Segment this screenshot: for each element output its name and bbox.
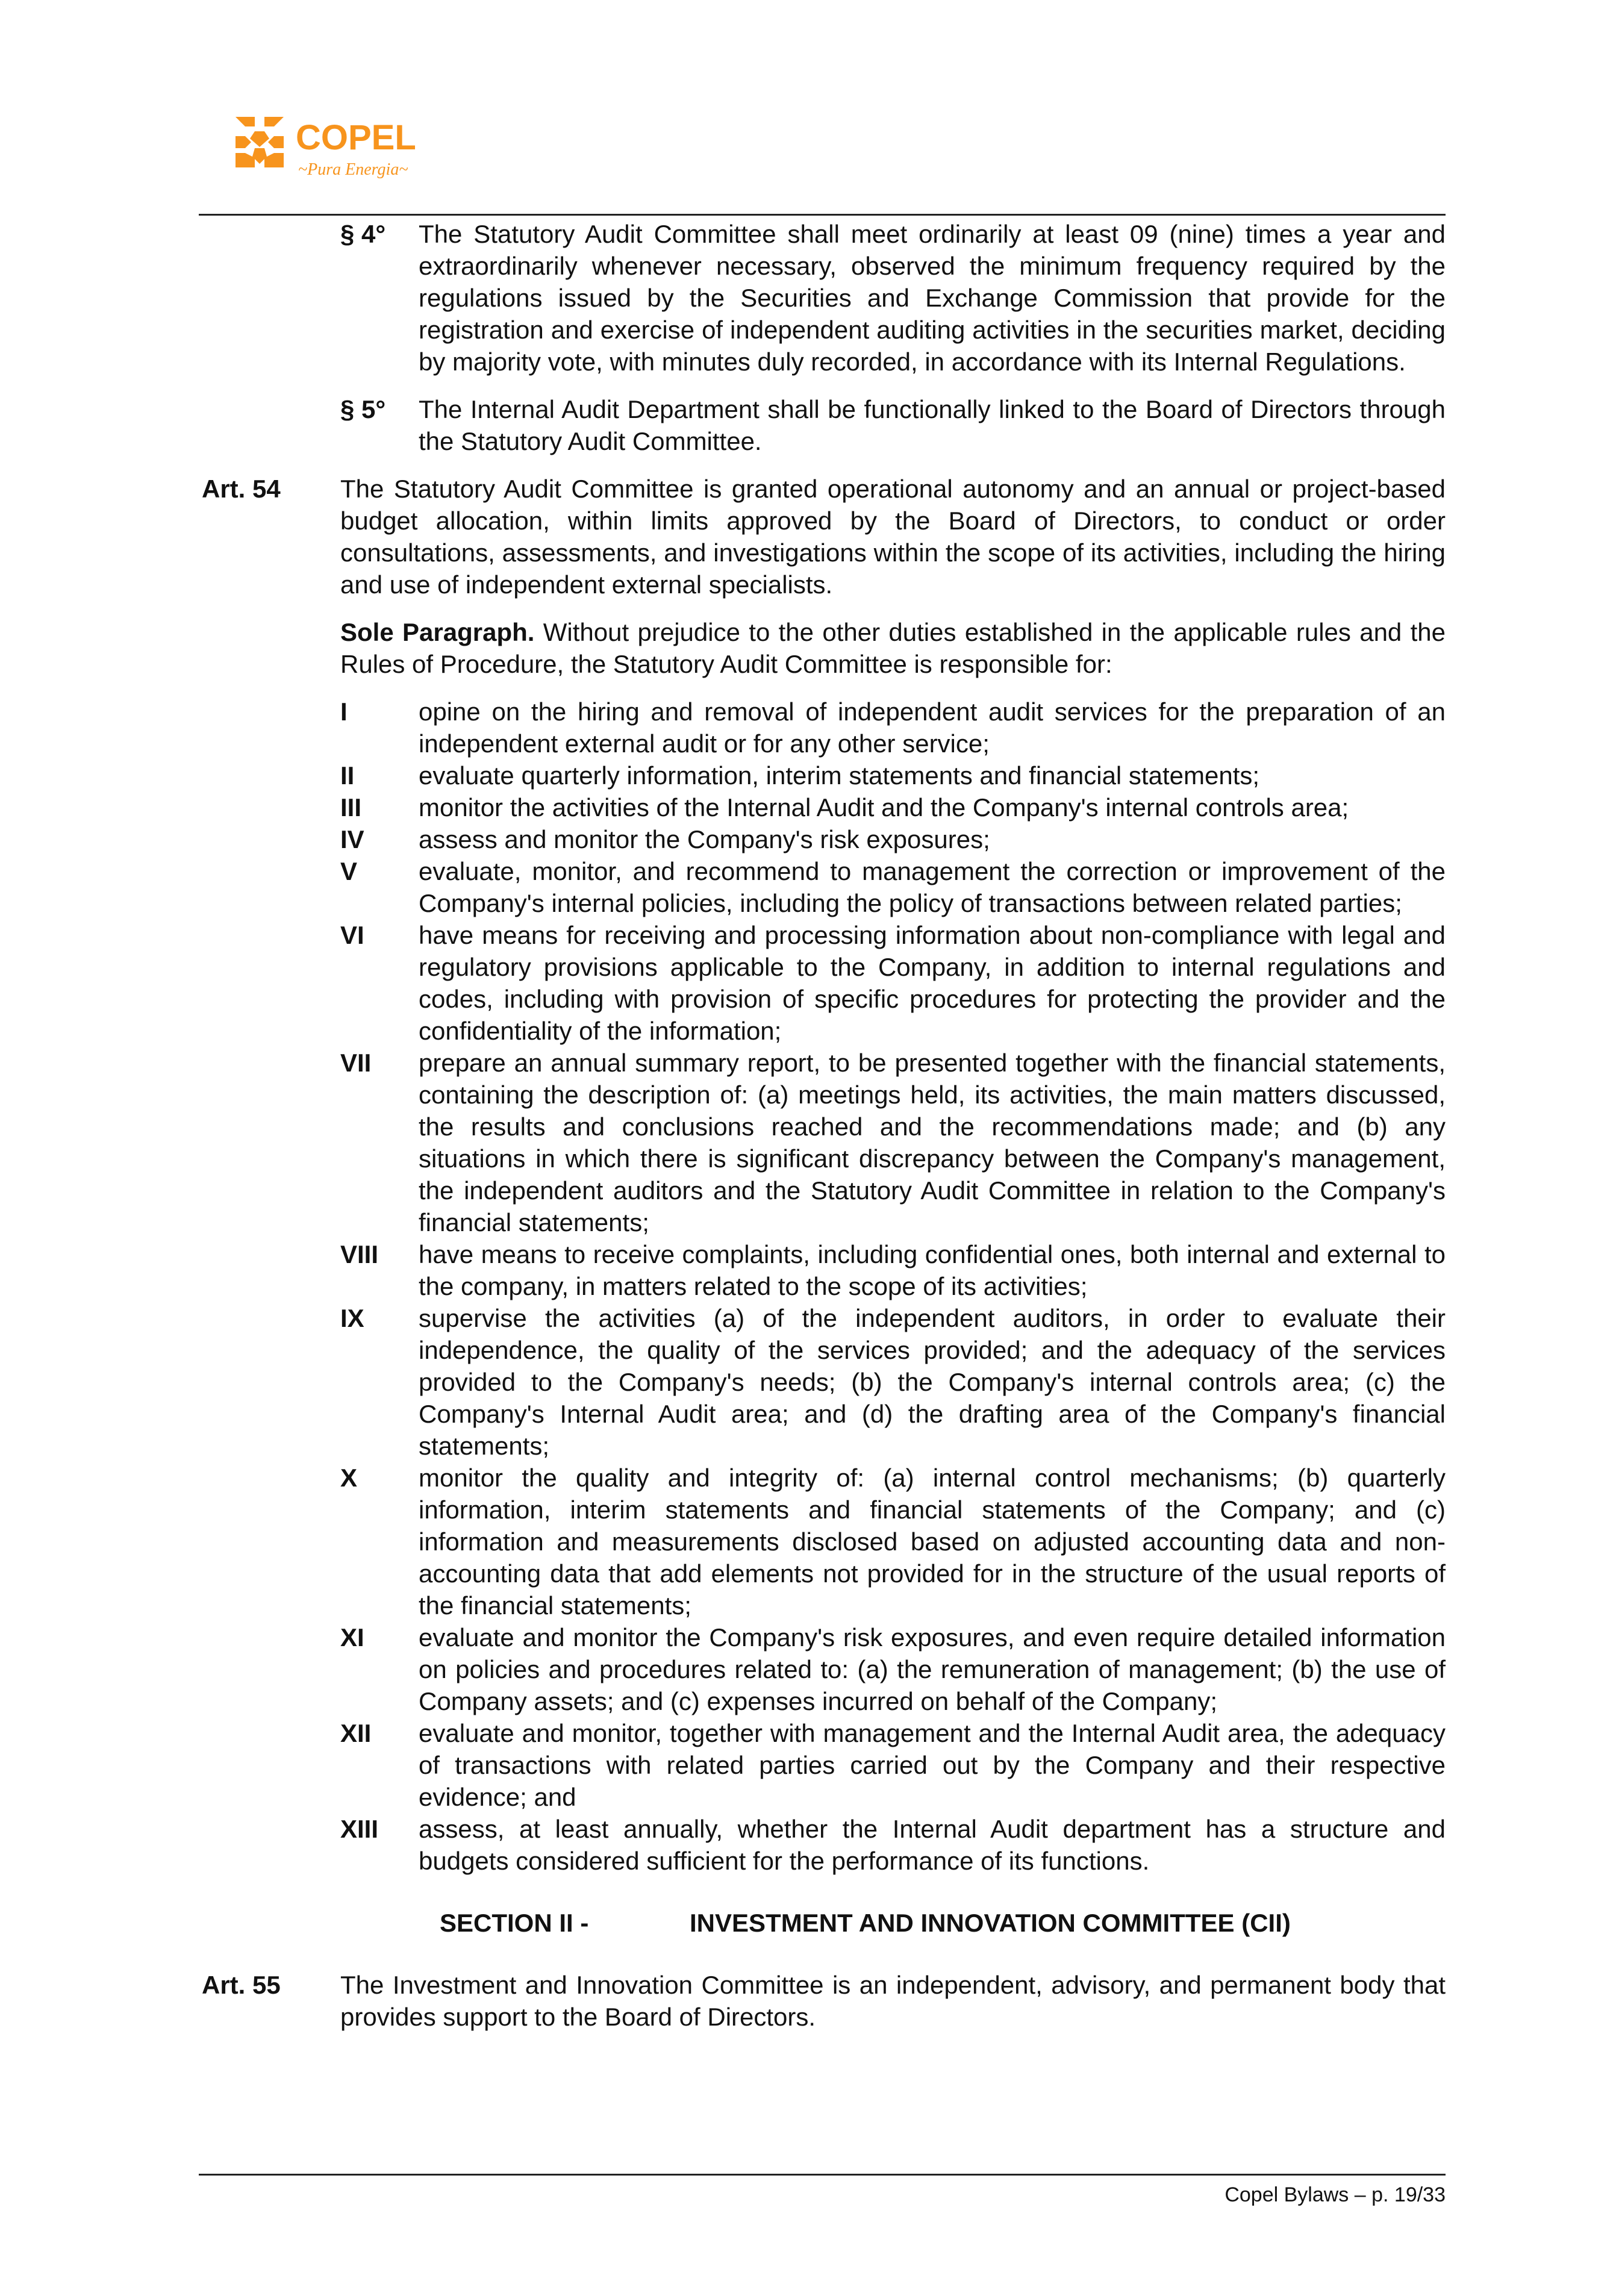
item-numeral: III bbox=[340, 793, 362, 822]
list-item bbox=[340, 919, 1446, 1047]
item-text: opine on the hiring and removal of independent audit services for the preparation of an independent external audit or for any other service; bbox=[419, 697, 1446, 758]
sole-paragraph-label: Sole Paragraph. bbox=[340, 618, 535, 646]
footer-rule bbox=[199, 2174, 1446, 2176]
list-item bbox=[340, 1462, 1446, 1621]
section-title: INVESTMENT AND INNOVATION COMMITTEE (CII) bbox=[690, 1909, 1291, 1937]
item-numeral: IX bbox=[340, 1304, 364, 1332]
list-item bbox=[340, 1717, 1446, 1813]
article-54 bbox=[199, 473, 1446, 601]
responsibility-list bbox=[199, 696, 1446, 1877]
item-text: monitor the quality and integrity of: (a) internal control mechanisms; (b) quarterly information, interim statements and financial statements of the Company; and (c) information and measurements disclosed based on adjusted accounting data and non-accounting data that add elements not provided for in the structure of the usual reports of the financial statements; bbox=[419, 1464, 1446, 1620]
list-item bbox=[340, 791, 1446, 823]
logo-wordmark: COPEL bbox=[296, 118, 416, 157]
item-numeral: XIII bbox=[340, 1815, 379, 1843]
item-numeral: VIII bbox=[340, 1240, 379, 1268]
item-text: evaluate and monitor the Company's risk exposures, and even require detailed information on policies and procedures related to: (a) the remuneration of management; (b) the use of Company assets; and (c) expenses incurred on behalf of the Company; bbox=[419, 1623, 1446, 1715]
article-number: Art. 54 bbox=[202, 475, 281, 503]
copel-logo-mark bbox=[231, 112, 435, 184]
logo-tagline: ~Pura Energia~ bbox=[298, 160, 408, 179]
section-heading bbox=[199, 1907, 1446, 1939]
copel-logo-symbol-icon bbox=[236, 117, 284, 167]
item-text: supervise the activities (a) of the independent auditors, in order to evaluate their independence, the quality of the services provided; and the adequacy of the services provided to the Company's needs; (b) the Company's internal controls area; (c) the Company's Internal Audit area; and (d) the drafting area of the Company's financial statements; bbox=[419, 1304, 1446, 1460]
item-text: evaluate, monitor, and recommend to management the correction or improvement of the Company's internal policies, including the policy of transactions between related parties; bbox=[419, 857, 1446, 917]
paragraph-4 bbox=[199, 218, 1446, 378]
item-numeral: IV bbox=[340, 825, 364, 853]
list-item bbox=[340, 1238, 1446, 1302]
paragraph-mark: § 5° bbox=[340, 395, 386, 423]
sole-paragraph-text: Without prejudice to the other duties established in the applicable rules and the Rules of Procedure, the Statutory Audit Committee is responsible for: bbox=[340, 618, 1446, 678]
item-text: monitor the activities of the Internal Audit and the Company's internal controls area; bbox=[419, 793, 1349, 822]
paragraph-text: The Internal Audit Department shall be functionally linked to the Board of Directors through the Statutory Audit Committee. bbox=[419, 395, 1446, 455]
item-numeral: VII bbox=[340, 1049, 372, 1077]
item-text: assess, at least annually, whether the Internal Audit department has a structure and budgets considered sufficient for the performance of its functions. bbox=[419, 1815, 1446, 1875]
item-text: have means for receiving and processing information about non-compliance with legal and regulatory provisions applicable to the Company, in addition to internal regulations and codes, including with provision of specific procedures for protecting the provider and the confidentiality of the information; bbox=[419, 921, 1446, 1045]
item-numeral: V bbox=[340, 857, 358, 885]
section-number: SECTION II - bbox=[440, 1909, 589, 1937]
item-text: evaluate and monitor, together with management and the Internal Audit area, the adequacy of transactions with related parties carried out by the Company and their respective evidence; and bbox=[419, 1719, 1446, 1811]
list-item bbox=[340, 1813, 1446, 1877]
item-numeral: II bbox=[340, 761, 355, 790]
item-numeral: XII bbox=[340, 1719, 372, 1747]
sole-paragraph bbox=[199, 616, 1446, 680]
paragraph-mark: § 4° bbox=[340, 220, 386, 248]
article-text: The Investment and Innovation Committee is an independent, advisory, and permanent body that provides support to the Board of Directors. bbox=[340, 1971, 1446, 2031]
item-text: prepare an annual summary report, to be presented together with the financial statements, containing the description of: (a) meetings held, its activities, the main matters discussed, the results and conclusions reached and the recommendations made; and (b) any situations in which there is significant discrepancy between the Company's management, the independent auditors and the Statutory Audit Committee in relation to the Company's financial statements; bbox=[419, 1049, 1446, 1237]
article-number: Art. 55 bbox=[202, 1971, 281, 1999]
page-footer: Copel Bylaws – p. 19/33 bbox=[1224, 2183, 1446, 2206]
list-item bbox=[340, 1047, 1446, 1238]
paragraph-text: The Statutory Audit Committee shall meet ordinarily at least 09 (nine) times a year and extraordinarily whenever necessary, observed the minimum frequency required by the regulations issued by the Securities and Exchange Commission that provide for the registration and exercise of independent auditing activities in the securities market, deciding by majority vote, with minutes duly recorded, in accordance with its Internal Regulations. bbox=[419, 220, 1446, 376]
article-55 bbox=[199, 1969, 1446, 2033]
list-item bbox=[340, 1621, 1446, 1717]
paragraph-5 bbox=[199, 393, 1446, 457]
item-numeral: VI bbox=[340, 921, 364, 949]
item-text: assess and monitor the Company's risk exposures; bbox=[419, 825, 990, 853]
list-item bbox=[340, 855, 1446, 919]
list-item bbox=[340, 696, 1446, 760]
item-text: have means to receive complaints, including confidential ones, both internal and external to the company, in matters related to the scope of its activities; bbox=[419, 1240, 1446, 1300]
item-numeral: X bbox=[340, 1464, 358, 1492]
article-text: The Statutory Audit Committee is granted operational autonomy and an annual or project-based budget allocation, within limits approved by the Board of Directors, to conduct or order consultations, assessments, and investigations within the scope of its activities, including the hiring and use of independent external specialists. bbox=[340, 475, 1446, 599]
item-text: evaluate quarterly information, interim statements and financial statements; bbox=[419, 761, 1260, 790]
list-item bbox=[340, 760, 1446, 791]
copel-logo bbox=[231, 112, 435, 184]
item-numeral: XI bbox=[340, 1623, 364, 1652]
page-body bbox=[199, 218, 1446, 2048]
header-rule bbox=[199, 214, 1446, 216]
item-numeral: I bbox=[340, 697, 348, 726]
list-item bbox=[340, 1302, 1446, 1462]
list-item bbox=[340, 823, 1446, 855]
